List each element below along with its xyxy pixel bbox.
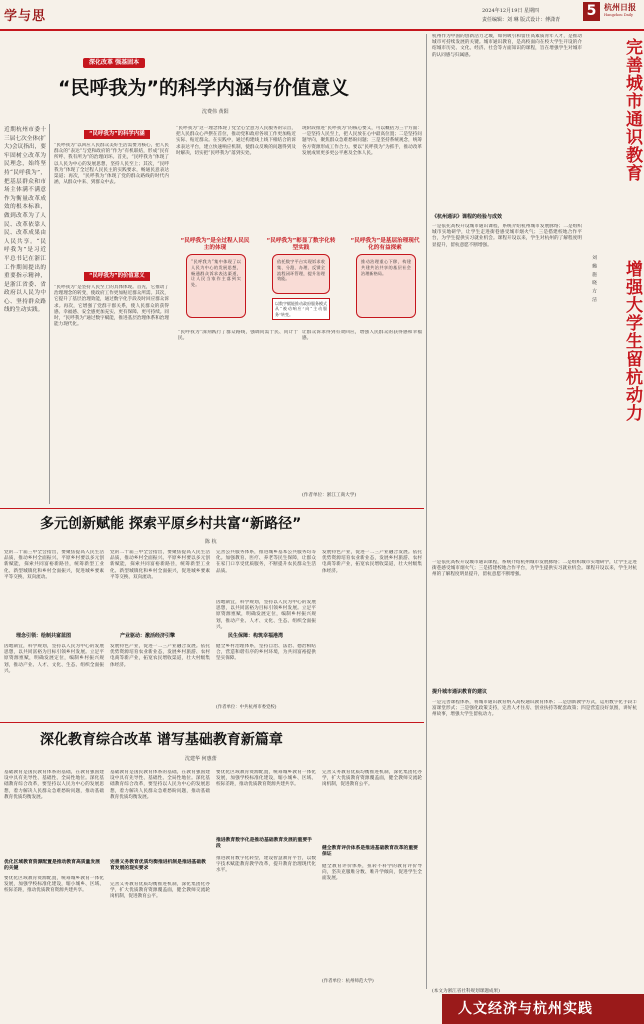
mid-article-author: 陈 杭	[205, 539, 217, 545]
diagram-title-3: “民呼我为”是基层治理现代化的有益探索	[350, 238, 420, 251]
masthead-rule	[0, 29, 644, 31]
mid-sub1: 理念引领：绘制共富蓝图	[16, 633, 72, 639]
mid-article-title: 多元创新赋能 探索平原乡村共富“新路径”	[40, 516, 302, 532]
bottom-text1: 基础教育是国民教育体系的基础，在教育强国建设中具有先导性、基础性、全局性地位。深化基础教育综合改革，要坚持以人民为中心的发展思想，着力解决人民群众急难愁盼问题，推动基础教育优质均衡发展。	[4, 770, 104, 800]
masthead	[0, 0, 644, 30]
diagram-title-1: “民呼我为”是全过程人民民主的体现	[180, 238, 250, 251]
right-byline: (本文为浙江省社科规划课题成果)	[432, 989, 500, 994]
bottom-sub2: 完善义务教育优质均衡推进机制是推进基础教育发展的现实要求	[110, 860, 206, 872]
diagram-box-2-text: 依托数字平台实现诉求收集、分派、办理、反馈全流程闭环管理，提升治理效能。	[277, 259, 325, 282]
right-text2: 一是依托高校开设城市通识课程，系统介绍杭州城市发展脉络；二是组织城市实地研学，让学生走进街巷感受城市烟火气；三是搭建校地合作平台，为学生提供实习就业机会。课程开设以来，学生对杭州的了解程度明显提升，留杭意愿不断增强。	[432, 224, 582, 248]
diagram-box-1	[186, 254, 246, 318]
paper-sub: Hangzhou Daily	[604, 13, 634, 17]
top-article-author: 沈费伟 黄阳	[202, 109, 229, 115]
bottom-top-rule	[0, 722, 424, 723]
bottom-byline: (作者单位：杭州师范大学)	[322, 979, 374, 984]
mid-text3: 发展特色产业，促进一二三产业融合发展。依托优势资源培育农业新业态，发展乡村旅游、农村电商等新产业，拓宽农民增收渠道，壮大村级集体经济。	[110, 644, 210, 668]
bottom-sub3: 推进教育数字化是推动基础教育发展的重要手段	[216, 838, 312, 850]
section-label: 学与思	[4, 9, 47, 24]
bottom-sub1: 优化区域教育资源配置是推动教育高质量发展的关键	[4, 860, 100, 872]
part2-head: “民呼我为”的价值意义	[84, 272, 150, 281]
issue-date: 2024年12月19日 星期四	[482, 8, 540, 14]
part2-text: “民呼我为”是坚持人民至上的具体体现。首先，它推动了治理理念的转变，使政府工作更加贴近群众所需。其次，它提升了基层治理效能，通过数字化手段及时回应群众诉求。再次，它增强了党群干群关系，使人民群众的获得感、幸福感、安全感更加充实、更有保障、更可持续。同时，“民呼我为”通过数字赋能，推进基层治理体系和治理能力现代化。	[54, 285, 169, 328]
mid-text3a: 党的二十届三中全会指出，要聚焦提高人民生活品质，推动乡村全面振兴。平原乡村要以多元创新赋能，探索共同富裕新路径，统筹新型工业化、新型城镇化和乡村全面振兴，促进城乡要素平等交换、双向流动。	[110, 550, 210, 580]
bottom-article-author: 沈建华 何惠蕾	[185, 756, 217, 762]
col3-text: “民呼我为”这一理念体现了党全心全意为人民服务的宗旨，把人民群众心声摆在首位，推动党和政府各项工作更加贴近实际、贴近群众。在实践中，通过构建线上线下相结合的诉求表达平台，建立快速响应机制，使群众反映的问题得到及时解决，切实把“民呼我为”落到实处。	[176, 126, 296, 156]
right-authors: 刘 璐 施 晓 方 洁	[591, 255, 596, 303]
paper-name: 杭州日报	[604, 2, 636, 12]
mid-sub3: 民生保障：构筑幸福港湾	[228, 633, 284, 639]
sidebar-intro: 近期杭州市委十三届七次全体(扩大)会议指出，要牢固树立改革为民理念，始终坚持“民呼我为”，把基层群众和市场主体满不满意作为衡量改革成效的根本标准，做到改革为了人民、改革依靠人民、改革成果由人民共享。“民呼我为”是习近平总书记在浙江工作期间提出的重要指示精神，是浙江省委、省政府以人民为中心、坚持群众路线的生动实践。	[4, 127, 46, 314]
diagram-box-3	[356, 254, 416, 318]
mid-sub2: 产业驱动：激活经济引擎	[120, 633, 176, 639]
diagram-title-2: “民呼我为”彰显了数字化转型实践	[266, 238, 336, 251]
right-sub2: 提升城市通识教育的建议	[432, 689, 488, 695]
mid-top-rule	[0, 508, 424, 509]
mid-text4b: 因地制宜，科学规划，坚持以人民为中心的发展思想，以共同富裕为目标引领乡村发展。立足平原资源禀赋，明确发展定位，编制乡村振兴规划，推动产业、人才、文化、生态、组织全面振兴。	[216, 600, 316, 630]
mid-text4: 完善公共服务体系，推进城乡基本公共服务均等化。加强教育、医疗、养老等民生保障，让群众在家门口享受优质服务，不断提升农民群众生活品质。	[216, 550, 316, 574]
top-article-title: “民呼我为”的科学内涵与价值意义	[58, 77, 349, 99]
right-intro-text: 杭州作为中国的创新活力之城，如何吸引和留住高素质青年人才，是推动城市可持续发展的关键。城市通识教育，是高校面向在校大学生开设的介绍城市历史、文化、经济、社会等方面知识的课程，旨在增强学生对城市的认同感与归属感。	[432, 34, 582, 58]
mid-byline: (作者单位：中共杭州市委党校)	[216, 705, 277, 710]
diagram-box-1-text: “民呼我为”集中体现了以人民为中心的发展思想，畅通群众诉求表达渠道，让人民当家作主落到实处。	[191, 259, 241, 288]
right-title-line2: 增强大学生留杭动力	[622, 260, 642, 422]
top-banner: 深化改革 强基固本	[83, 58, 145, 68]
footer-banner-label: 人文经济与杭州实践	[458, 1001, 593, 1017]
editors-line: 责任编辑：刘 琳 版式设计：傅潇青	[482, 17, 561, 23]
diagram-note-2	[272, 298, 330, 320]
right-title-line1: 完善城市通识教育	[622, 38, 642, 182]
bottom-sub4: 健全教育评价体系是推进基础教育改革的重要保证	[322, 846, 418, 858]
diagram-left-note: “民呼我为”深刻践行了群众路线，强调问需于民、问计于民。	[178, 330, 298, 342]
diagram-box-2	[272, 254, 330, 294]
bottom-text4b: 完善义务教育优质均衡推进机制，深化集团化办学，扩大优质教育资源覆盖面，健全教师交流轮岗机制，促进教育公平。	[322, 770, 422, 788]
diagram-box-3-text: 推动治理重心下移，构建共建共治共享的基层社会治理新格局。	[361, 259, 411, 276]
part1-head: “民呼我为”的科学内涵	[84, 130, 150, 139]
bottom-text5: 健全教育评价体系，扭转不科学的教育评价导向，坚决克服唯分数、唯升学倾向，促进学生全面发展。	[322, 864, 422, 882]
diagram-right-note: 让群众诉求得到有效回应，增强人民群众的获得感和幸福感。	[302, 330, 422, 342]
right-column-divider	[426, 34, 427, 989]
bottom-text2: 要优化区域教育资源配置，统筹城乡教育一体化发展，加强学校标准化建设，缩小城乡、区域、校际差距，推动优质教育资源共建共享。	[4, 876, 104, 894]
top-article-byline: (作者单位：浙江工商大学)	[302, 493, 357, 498]
bottom-text4: 推进教育数字化转型，建设智慧教育平台，以数字技术赋能教育教学改革，提升教育治理现代化水平。	[216, 856, 316, 874]
right-sub1: 《杭州通识》课程的经验与成效	[432, 214, 503, 220]
page-number: 5	[583, 2, 600, 21]
right-text3: 一是完善课程体系，将城市通识教育纳入高校通识教育体系；二是创新教学方式，运用数字化手段丰富课堂形式；三是强化政策支持，完善人才住房、创业扶持等配套政策；四是营造良好氛围，讲好杭州故事，增强大学生留杭动力。	[432, 700, 637, 718]
bottom-article-title: 深化教育综合改革 谱写基础教育新篇章	[40, 732, 283, 748]
bottom-text3: 完善义务教育优质均衡推进机制，深化集团化办学，扩大优质教育资源覆盖面，健全教师交流轮岗机制，促进教育公平。	[110, 882, 210, 900]
mid-text5: 健全乡村治理体系，坚持自治、法治、德治相结合，营造和谐有序的乡村环境，为共同富裕提供坚实保障。	[216, 644, 316, 662]
mid-text6: 发展特色产业，促进一二三产业融合发展。依托优势资源培育农业新业态，发展乡村旅游、农村电商等新产业，拓宽农民增收渠道，壮大村级集体经济。	[322, 550, 422, 574]
part1-text: “民呼我为”以回应人民群众美好生活需要为核心，把人民群众的“表达”与党和政府的“作为”有机联结，形成“民有所呼、我有所为”的治理闭环。首先，“民呼我为”体现了以人民为中心的发展思想，坚持人民至上；其次，“民呼我为”体现了全过程人民民主的实践要求，畅通民意表达渠道；再次，“民呼我为”体现了党的群众路线的时代内涵，从群众中来、到群众中去。	[54, 143, 169, 186]
bottom-text2b: 基础教育是国民教育体系的基础，在教育强国建设中具有先导性、基础性、全局性地位。深化基础教育综合改革，要坚持以人民为中心的发展思想，着力解决人民群众急难愁盼问题，推动基础教育优质均衡发展。	[110, 770, 210, 800]
mid-text2: 因地制宜，科学规划，坚持以人民为中心的发展思想，以共同富裕为目标引领乡村发展。立足平原资源禀赋，明确发展定位，编制乡村振兴规划，推动产业、人才、文化、生态、组织全面振兴。	[4, 644, 104, 674]
right-text2b: 一是依托高校开设城市通识课程，系统介绍杭州城市发展脉络；二是组织城市实地研学，让学生走进街巷感受城市烟火气；三是搭建校地合作平台，为学生提供实习就业机会。课程开设以来，学生对杭州的了解程度明显提升，留杭意愿不断增强。	[432, 560, 637, 578]
footer-banner	[442, 994, 644, 1024]
mid-text1: 党的二十届三中全会指出，要聚焦提高人民生活品质，推动乡村全面振兴。平原乡村要以多元创新赋能，探索共同富裕新路径，统筹新型工业化、新型城镇化和乡村全面振兴，促进城乡要素平等交换、双向流动。	[4, 550, 104, 580]
diagram-note-2-text: 以数字赋能推动政府服务模式从“被动响应”向“主动服务”转变。	[275, 301, 327, 317]
concept-diagram	[178, 236, 422, 326]
bottom-text3b: 要优化区域教育资源配置，统筹城乡教育一体化发展，加强学校标准化建设，缩小城乡、区域、校际差距，推动优质教育资源共建共享。	[216, 770, 316, 788]
col4-text: 现阶段推进“民呼我为”的核心要义，可以概括为三个方面：一是坚持人民至上，把人民放在心中最高位置；二是坚持问题导向，聚焦群众急难愁盼问题；三是坚持系统观念，统筹各方资源形成工作合力。要以“民呼我为”为抓手，推动改革发展成果更多更公平惠及全体人民。	[302, 126, 422, 156]
sidebar-divider	[49, 124, 50, 504]
